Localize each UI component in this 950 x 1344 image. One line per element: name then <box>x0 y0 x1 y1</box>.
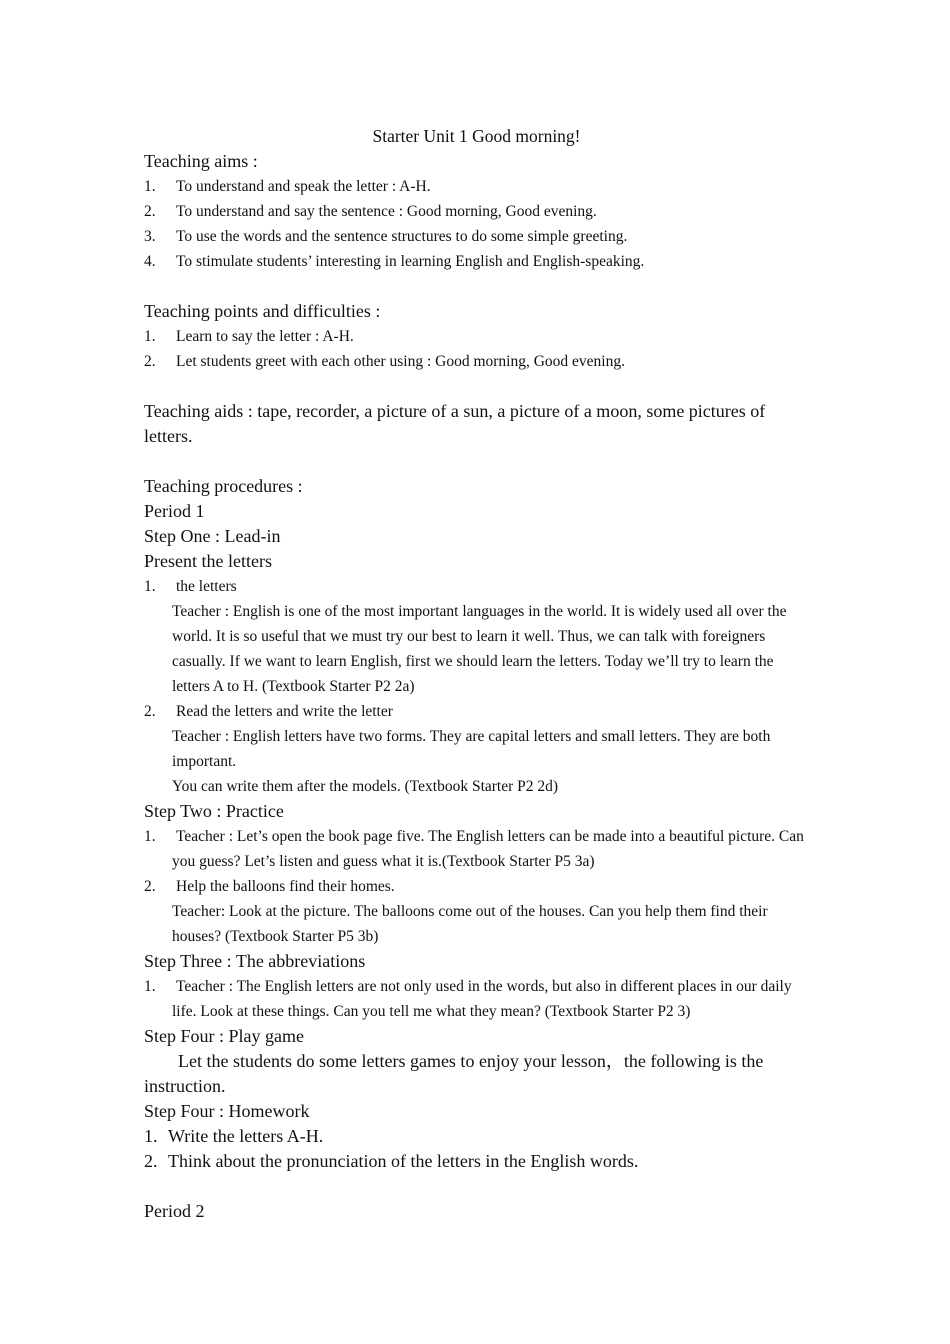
spacer <box>144 1174 809 1199</box>
document-title: Starter Unit 1 Good morning! <box>372 126 581 146</box>
points-heading: Teaching points and difficulties : <box>144 301 381 321</box>
step-two-heading: Step Two : Practice <box>144 801 284 821</box>
list-item: 1. Write the letters A-H. <box>144 1126 324 1146</box>
game-instruction: Let the students do some letters games to enjoy your lesson，the following is the instruction. <box>144 1051 764 1096</box>
period-1-heading: Period 1 <box>144 501 205 521</box>
list-item: 1. Teacher : The English letters are not only used in the words, but also in different places in our daily life. Look at these things. Can you tell me what they mean? (Textbook Starter P2 3) <box>144 978 792 1020</box>
procedures-heading: Teaching procedures : <box>144 476 303 496</box>
teacher-speech: You can write them after the models. (Textbook Starter P2 2d) <box>172 778 559 795</box>
teacher-speech: Teacher : English is one of the most important languages in the world. It is widely used all over the world. It is so useful that we must try our best to learn it well. Thus, we can talk with foreigners casually. If we want to learn English, first we should learn the letters. Today we’ll try to learn the letters A to H. (Textbook Starter P2 2a) <box>172 603 787 695</box>
list-item: 2. To understand and say the sentence : Good morning, Good evening. <box>144 203 597 220</box>
list-item: 2. Read the letters and write the letter <box>144 703 393 720</box>
step-four-heading: Step Four : Play game <box>144 1026 304 1046</box>
step-one-subheading: Present the letters <box>144 551 272 571</box>
list-item: 3. To use the words and the sentence structures to do some simple greeting. <box>144 228 628 245</box>
step-three-heading: Step Three : The abbreviations <box>144 951 366 971</box>
spacer <box>144 374 809 399</box>
teaching-aids: Teaching aids : tape, recorder, a picture of a sun, a picture of a moon, some pictures of letters. <box>144 401 766 446</box>
homework-heading: Step Four : Homework <box>144 1101 310 1121</box>
document-page <box>144 124 809 1224</box>
list-item: 1. Teacher : Let’s open the book page five. The English letters can be made into a beautiful picture. Can you guess? Let’s listen and guess what it is.(Textbook Starter P5 3a) <box>144 828 804 870</box>
teacher-speech: Teacher : English letters have two forms. They are capital letters and small letters. They are both important. <box>172 728 771 770</box>
list-item: 4. To stimulate students’ interesting in learning English and English-speaking. <box>144 253 645 270</box>
list-item: 1. Learn to say the letter : A-H. <box>144 328 354 345</box>
spacer <box>144 274 809 299</box>
list-item: 2. Let students greet with each other using : Good morning, Good evening. <box>144 353 625 370</box>
list-item: 2. Help the balloons find their homes. <box>144 878 395 895</box>
period-2-heading: Period 2 <box>144 1201 205 1221</box>
list-item: 1. To understand and speak the letter : A-H. <box>144 178 431 195</box>
teacher-speech: Teacher: Look at the picture. The balloons come out of the houses. Can you help them find their houses? (Textbook Starter P5 3b) <box>172 903 768 945</box>
list-item: 2. Think about the pronunciation of the letters in the English words. <box>144 1151 639 1171</box>
spacer <box>144 449 809 474</box>
aims-heading: Teaching aims : <box>144 151 258 171</box>
step-one-heading: Step One : Lead-in <box>144 526 281 546</box>
list-item: 1. the letters <box>144 578 237 595</box>
